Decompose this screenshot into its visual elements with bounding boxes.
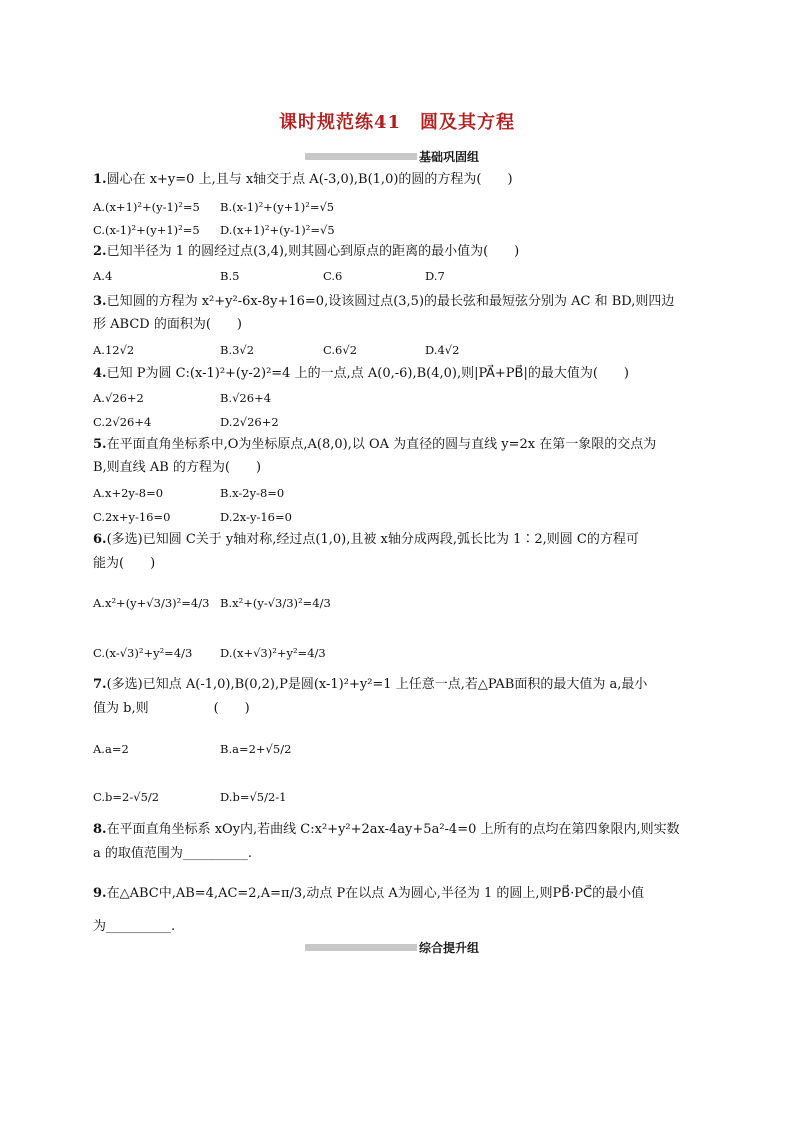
- q4-option-a: A.√26+2: [93, 391, 144, 405]
- q7-option-a: A.a=2: [93, 742, 129, 756]
- question-text: (多选)已知点 A(-1,0),B(0,2),P是圆(x-1)²+y²=1 上任意一点,若△PAB面积的最大值为 a,最小: [106, 677, 648, 692]
- q1-option-b: B.(x-1)²+(y+1)²=√5: [220, 200, 335, 214]
- question-4-stem: [93, 365, 629, 383]
- section-header-advanced: [305, 940, 479, 954]
- question-text: 已知 P为圆 C:(x-1)²+(y-2)²=4 上的一点,点 A(0,-6),B(4,0),则|PA⃗+PB⃗|的最大值为( ): [106, 366, 629, 381]
- q4-option-c: C.2√26+4: [93, 415, 152, 429]
- question-number: 6.: [93, 532, 107, 547]
- q3-option-d: D.4√2: [425, 343, 460, 357]
- question-8-stem-cont: a 的取值范围为__________.: [93, 846, 253, 861]
- q7-option-c: C.b=2-√5/2: [93, 790, 160, 804]
- question-6-stem-cont: 能为( ): [93, 556, 156, 571]
- q5-option-d: D.2x-y-16=0: [220, 510, 292, 524]
- section-header-basic: [305, 149, 479, 163]
- q4-option-d: D.2√26+2: [220, 415, 279, 429]
- section-divider: [305, 153, 417, 160]
- q3-option-c: C.6√2: [323, 343, 358, 357]
- question-text: 已知半径为 1 的圆经过点(3,4),则其圆心到原点的距离的最小值为( ): [106, 244, 520, 259]
- q1-option-c: C.(x-1)²+(y+1)²=5: [93, 223, 200, 237]
- q3-option-b: B.3√2: [220, 343, 255, 357]
- question-number: 2.: [93, 244, 107, 259]
- question-1-stem: [93, 171, 513, 189]
- section-label: 基础巩固组: [419, 149, 480, 164]
- q6-option-b: B.x²+(y-√3/3)²=4/3: [220, 596, 331, 610]
- q5-option-b: B.x-2y-8=0: [220, 486, 285, 500]
- q5-option-c: C.2x+y-16=0: [93, 510, 171, 524]
- question-number: 4.: [93, 366, 107, 381]
- question-text: 在△ABC中,AB=4,AC=2,A=π/3,动点 P在以点 A为圆心,半径为 1 的圆上,则PB⃗·PC⃗的最小值: [106, 886, 645, 901]
- question-2-stem: [93, 243, 519, 261]
- q1-option-a: A.(x+1)²+(y-1)²=5: [93, 200, 200, 214]
- q6-option-c: C.(x-√3)²+y²=4/3: [93, 646, 193, 660]
- question-text: 在平面直角坐标系 xOy内,若曲线 C:x²+y²+2ax-4ay+5a²-4=0 上所有的点均在第四象限内,则实数: [106, 822, 680, 837]
- question-9-stem-cont: 为__________.: [93, 919, 176, 934]
- question-8-stem: [93, 821, 680, 839]
- section-divider: [305, 944, 417, 951]
- question-text: 圆心在 x+y=0 上,且与 x轴交于点 A(-3,0),B(1,0)的圆的方程为( ): [106, 172, 513, 187]
- q2-option-c: C.6: [323, 269, 343, 283]
- question-number: 3.: [93, 294, 107, 309]
- question-text: (多选)已知圆 C关于 y轴对称,经过点(1,0),且被 x轴分成两段,弧长比为 1∶2,则圆 C的方程可: [106, 532, 639, 547]
- question-7-stem-cont: 值为 b,则 ( ): [93, 701, 250, 716]
- q6-option-a: A.x²+(y+√3/3)²=4/3: [93, 596, 210, 610]
- page-title: 课时规范练41 圆及其方程: [278, 112, 516, 133]
- q4-option-b: B.√26+4: [220, 391, 272, 405]
- q7-option-b: B.a=2+√5/2: [220, 742, 292, 756]
- question-number: 9.: [93, 886, 107, 901]
- question-number: 1.: [93, 172, 107, 187]
- question-5-stem-cont: B,则直线 AB 的方程为( ): [93, 460, 262, 475]
- question-3-stem: [93, 293, 674, 311]
- question-3-stem-cont: 形 ABCD 的面积为( ): [93, 317, 242, 332]
- q3-option-a: A.12√2: [93, 343, 135, 357]
- question-6-stem: [93, 531, 639, 549]
- question-number: 5.: [93, 437, 107, 452]
- section-label: 综合提升组: [419, 940, 480, 955]
- question-number: 8.: [93, 822, 107, 837]
- question-text: 在平面直角坐标系中,O为坐标原点,A(8,0),以 OA 为直径的圆与直线 y=2x 在第一象限的交点为: [106, 437, 657, 452]
- q7-option-d: D.b=√5/2-1: [220, 790, 287, 804]
- question-text: 已知圆的方程为 x²+y²-6x-8y+16=0,设该圆过点(3,5)的最长弦和最短弦分别为 AC 和 BD,则四边: [106, 294, 675, 309]
- question-7-stem: [93, 676, 647, 694]
- q5-option-a: A.x+2y-8=0: [93, 486, 164, 500]
- question-number: 7.: [93, 677, 107, 692]
- question-5-stem: [93, 436, 656, 454]
- q6-option-d: D.(x+√3)²+y²=4/3: [220, 646, 326, 660]
- question-9-stem: [93, 885, 644, 903]
- q2-option-d: D.7: [425, 269, 445, 283]
- q1-option-d: D.(x+1)²+(y-1)²=√5: [220, 223, 335, 237]
- q2-option-a: A.4: [93, 269, 113, 283]
- q2-option-b: B.5: [220, 269, 240, 283]
